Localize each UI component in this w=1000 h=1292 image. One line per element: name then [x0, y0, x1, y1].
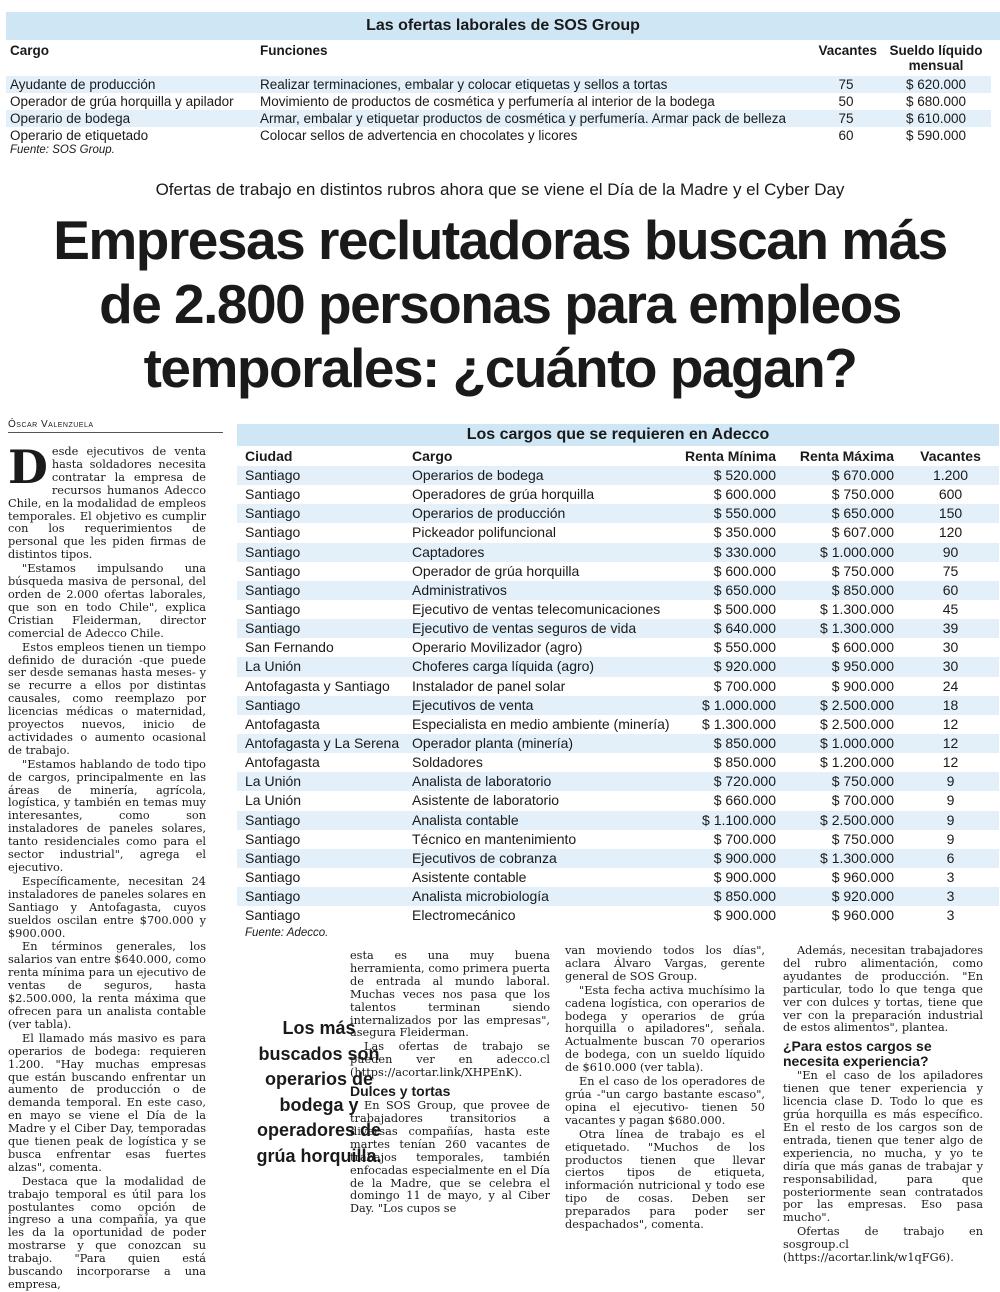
adecco-cell: Especialista en medio ambiente (minería)	[412, 715, 670, 732]
adecco-cell: $ 2.500.000	[820, 715, 894, 732]
adecco-cell: 9	[902, 772, 999, 791]
article-paragraph: esde ejecutivos de venta hasta soldadores necesita contratar la empresa de recursos humanos Adecco Chile, en la modalidad de empleos temporales. El objetivo es cumplir con los requerimientos de personal que les piden firmas de distintos tipos.	[8, 445, 206, 562]
sos-cell: Operario de bodega	[6, 110, 256, 127]
sos-cell: Operador de grúa horquilla y apilador	[10, 94, 234, 109]
adecco-cell: $ 960.000	[831, 907, 894, 924]
section-subhead: Dulces y tortas	[350, 1083, 451, 1100]
sos-cell: Movimiento de productos de cosmética y perfumería al interior de la bodega	[260, 94, 715, 109]
sos-cell: Colocar sellos de advertencia en chocolates y licores	[260, 128, 578, 143]
adecco-cell: $ 1.000.000	[666, 696, 784, 715]
adecco-cell: Técnico en mantenimiento	[412, 830, 577, 847]
sos-cell: $ 610.000	[881, 110, 991, 127]
adecco-cell: $ 2.500.000	[784, 696, 902, 715]
adecco-cell: Operadores de grúa horquilla	[412, 486, 595, 503]
adecco-cell: Antofagasta y La Serena	[237, 734, 404, 753]
adecco-cell: Santiago	[237, 466, 404, 485]
adecco-cell: $ 1.100.000	[666, 811, 784, 830]
adecco-cell: 3	[946, 868, 955, 885]
adecco-cell: 39	[902, 619, 999, 638]
adecco-cell: Analista de laboratorio	[404, 772, 666, 791]
drop-cap: D	[8, 440, 48, 494]
adecco-cell: 45	[942, 600, 959, 617]
adecco-cell: $ 750.000	[831, 830, 894, 847]
adecco-cell: $ 900.000	[831, 677, 894, 694]
article-paragraph: Específicamente, necesitan 24 instaladores de paneles solares en Santiago y Antofagasta, cuyos sueldos oscilan entre $700.000 y $900.000.	[8, 874, 206, 940]
adecco-cell: Santiago	[245, 524, 301, 541]
adecco-cell: $ 950.000	[784, 657, 902, 676]
adecco-cell: Operador planta (minería)	[404, 734, 666, 753]
adecco-jobs-table	[237, 424, 999, 939]
adecco-cell: Asistente contable	[412, 868, 527, 885]
adecco-cell: Ejecutivo de ventas seguros de vida	[404, 619, 666, 638]
adecco-header-cargo: Cargo	[412, 448, 453, 464]
adecco-cell: $ 330.000	[666, 543, 784, 562]
adecco-cell: 1.200	[902, 466, 999, 485]
sos-header-sueldo: Sueldo líquido mensual	[889, 43, 983, 73]
adecco-cell: Santiago	[237, 543, 404, 562]
adecco-cell: Santiago	[245, 868, 301, 885]
adecco-cell: 3	[946, 907, 955, 924]
adecco-cell: Analista microbiología	[404, 887, 666, 906]
adecco-cell: Operador de grúa horquilla	[412, 562, 580, 579]
article-paragraph: En SOS Group, que provee de trabajadores transitorios a diversas compañías, hasta este martes tenían 260 vacantes de trabajos temporales, también enfocadas especialmente en el Día de la Madre, que se celebra el domingo 11 de mayo, y al Ciber Day. "Los cupos se	[350, 1099, 550, 1216]
adecco-cell: $ 520.000	[666, 466, 784, 485]
adecco-cell: Ejecutivos de venta	[404, 696, 666, 715]
adecco-cell: Operarios de bodega	[404, 466, 666, 485]
adecco-cell: Antofagasta	[245, 715, 320, 732]
sos-header-vacantes: Vacantes	[818, 43, 877, 58]
article-paragraph: En términos generales, los salarios van entre $640.000, como renta mínima para un ejecutivo de ventas de seguros, hasta $2.500.000, la renta máxima que ofrecen para un analista contable (ver tabla).	[8, 940, 206, 1031]
adecco-cell: $ 750.000	[831, 486, 894, 503]
headline-line: de 2.800 personas para empleos	[99, 273, 901, 335]
adecco-cell: Santiago	[245, 486, 301, 503]
adecco-cell: La Unión	[245, 792, 302, 809]
adecco-cell: San Fernando	[245, 639, 334, 656]
adecco-cell: 75	[942, 562, 959, 579]
adecco-cell: 12	[942, 754, 959, 771]
sos-table-title: Las ofertas laborales de SOS Group	[6, 12, 1000, 40]
headline-line: Empresas reclutadoras buscan más	[53, 209, 947, 271]
adecco-cell: $ 1.300.000	[820, 600, 894, 617]
adecco-cell: 18	[902, 696, 999, 715]
sos-cell: $ 620.000	[881, 76, 991, 93]
sos-cell: Ayudante de producción	[6, 76, 256, 93]
adecco-cell: $ 660.000	[713, 792, 776, 809]
article-paragraph: El llamado más masivo es para operarios de bodega: requieren 1.200. "Hay muchas empresas que están buscando enfrentar un aumento de producción o de demanda temporal. En este caso, en mayo se viene el Día de la Madre y el Ciber Day, temporadas que tienen peak de logística y se busca enfrentar esas fuertes alzas", comenta.	[8, 1031, 206, 1174]
adecco-cell: $ 700.000	[713, 830, 776, 847]
adecco-cell: Santiago	[245, 562, 301, 579]
sos-header-funciones: Funciones	[260, 43, 328, 58]
adecco-cell: $ 750.000	[784, 772, 902, 791]
adecco-cell: Soldadores	[412, 754, 483, 771]
adecco-cell: $ 607.000	[831, 524, 894, 541]
adecco-cell: $ 2.500.000	[784, 811, 902, 830]
adecco-cell: Asistente de laboratorio	[412, 792, 560, 809]
adecco-cell: $ 900.000	[666, 849, 784, 868]
adecco-cell: 12	[942, 715, 959, 732]
sos-cell: Realizar terminaciones, embalar y colocar etiquetas y sellos a tortas	[256, 76, 811, 93]
adecco-cell: 12	[902, 734, 999, 753]
adecco-cell: $ 1.200.000	[820, 754, 894, 771]
byline: Óscar Valenzuela	[8, 419, 94, 430]
adecco-cell: 3	[902, 887, 999, 906]
adecco-cell: Santiago	[245, 600, 301, 617]
adecco-cell: Santiago	[245, 830, 301, 847]
sos-table-grid	[6, 40, 1000, 144]
adecco-header-renta-maxima: Renta Máxima	[799, 448, 894, 464]
article-paragraph: Las ofertas de trabajo se pueden ver en adecco.cl (https://acortar.link/XHPEnK).	[350, 1040, 550, 1080]
adecco-cell: Ejecutivo de ventas telecomunicaciones	[412, 600, 661, 617]
adecco-cell: 120	[938, 524, 963, 541]
adecco-cell: 30	[942, 639, 959, 656]
adecco-cell: $ 1.300.000	[784, 849, 902, 868]
pull-quote: Los más buscados son operarios de bodega y operadores de grúa horquilla.	[256, 1018, 382, 1166]
article-paragraph: Ofertas de trabajo en sosgroup.cl (https://acortar.link/w1qFG6).	[783, 1225, 983, 1265]
adecco-cell: Operarios de producción	[404, 504, 666, 523]
sos-cell: 50	[838, 94, 854, 109]
headline	[0, 208, 1000, 400]
adecco-cell: Instalador de panel solar	[412, 677, 566, 694]
adecco-cell: Choferes carga líquida (agro)	[404, 657, 666, 676]
adecco-cell: $ 1.300.000	[784, 619, 902, 638]
sos-cell: Operario de etiquetado	[10, 128, 149, 143]
adecco-cell: $ 550.000	[666, 504, 784, 523]
adecco-cell: $ 850.000	[784, 581, 902, 600]
adecco-cell: $ 1.300.000	[702, 715, 776, 732]
article-column-2	[350, 950, 550, 1252]
adecco-cell: 9	[902, 811, 999, 830]
headline-line: temporales: ¿cuánto pagan?	[143, 337, 857, 399]
adecco-cell: 9	[946, 830, 955, 847]
article-paragraph: En el caso de los operadores de grúa -"un cargo bastante escaso", opina el ejecutivo- tienen 50 vacantes y pagan $680.000.	[565, 1075, 765, 1127]
adecco-cell: $ 670.000	[784, 466, 902, 485]
adecco-cell: Santiago	[237, 504, 404, 523]
adecco-cell: Administrativos	[404, 581, 666, 600]
article-paragraph: "Estamos hablando de todo tipo de cargos, principalmente en las áreas de minería, agrícola, logística, y también en temas muy interesantes, como son instaladores de paneles solares, tanto residenciales como para el sector industrial", agrega el ejecutivo.	[8, 757, 206, 874]
adecco-cell: Operario Movilizador (agro)	[412, 639, 583, 656]
article-paragraph: van moviendo todos los días", aclara Álvaro Vargas, gerente general de SOS Group.	[565, 944, 765, 983]
adecco-table-source: Fuente: Adecco.	[245, 927, 329, 940]
adecco-cell: $ 1.000.000	[784, 734, 902, 753]
adecco-cell: Santiago	[245, 907, 301, 924]
adecco-table-grid	[237, 446, 999, 925]
byline-divider	[8, 432, 223, 433]
adecco-header-renta-minima: Renta Mínima	[684, 448, 776, 464]
adecco-cell: $ 920.000	[784, 887, 902, 906]
adecco-cell: Santiago	[237, 581, 404, 600]
sos-cell: 75	[811, 110, 881, 127]
sos-cell: Armar, embalar y etiquetar productos de cosmética y perfumería. Armar pack de belleza	[256, 110, 811, 127]
adecco-cell: Electromecánico	[412, 907, 516, 924]
article-paragraph: Destaca que la modalidad de trabajo temporal es útil para los postulantes como opción de ingreso a una compañía, ya que les da la oportunidad de poder mostrarse y que conozcan su trabajo. "Para quien está buscando incorporarse a una empresa,	[8, 1174, 206, 1291]
sos-cell: 60	[838, 128, 854, 143]
article-paragraph: "Estamos impulsando una búsqueda masiva de personal, del orden de 2.000 ofertas laborales, que son en todo Chile", explica Cristian Fleiderman, director comercial de Adecco Chile.	[8, 562, 206, 640]
sos-cell: $ 590.000	[905, 128, 967, 143]
article-paragraph: Estos empleos tienen un tiempo definido de duración -que puede ser desde semanas hasta meses- y se recurre a ellos por distintas causales, como reemplazo por licencias médicas o maternidad, proyectos nuevos, inicio de actividades o aumento ocasional de trabajo.	[8, 640, 206, 757]
adecco-table-title: Los cargos que se requieren en Adecco	[237, 424, 999, 446]
section-subhead: ¿Para estos cargos se necesita experiencia?	[783, 1038, 932, 1070]
adecco-cell: 30	[902, 657, 999, 676]
adecco-cell: $ 550.000	[713, 639, 776, 656]
adecco-cell: $ 500.000	[713, 600, 776, 617]
sos-table-source: Fuente: SOS Group.	[10, 144, 115, 156]
article-paragraph: "En el caso de los apiladores tienen que tener experiencia y licencia clase D. Todo lo que es grúa horquilla es más específico. En el resto de los cargos son de entrada, tienen que tener algo de experiencia, no mucha, y yo te diría que más ganas de trabajar y responsabilidad, para que posteriormente sean contratados por las empresas. Eso pasa mucho".	[783, 1069, 983, 1225]
adecco-cell: $ 850.000	[666, 734, 784, 753]
adecco-header-vacantes: Vacantes	[920, 448, 981, 464]
adecco-cell: $ 640.000	[666, 619, 784, 638]
article-paragraph: esta es una muy buena herramienta, como primera puerta de entrada al mundo laboral. Muchas veces nos pasa que los talentos terminan siendo internalizados por las empresas", asegura Fleiderman.	[350, 949, 550, 1040]
article-column-4	[783, 944, 983, 1265]
kicker: Ofertas de trabajo en distintos rubros ahora que se viene el Día de la Madre y el Cyber Day	[155, 180, 845, 199]
adecco-cell: 600	[938, 486, 963, 503]
adecco-cell: $ 920.000	[666, 657, 784, 676]
adecco-cell: $ 850.000	[713, 754, 776, 771]
adecco-cell: $ 600.000	[713, 486, 776, 503]
adecco-cell: $ 720.000	[666, 772, 784, 791]
sos-cell: 75	[811, 76, 881, 93]
adecco-cell: $ 650.000	[666, 581, 784, 600]
sos-offers-table	[6, 12, 1000, 156]
adecco-cell: Antofagasta	[245, 754, 320, 771]
adecco-cell: $ 650.000	[784, 504, 902, 523]
adecco-cell: Captadores	[404, 543, 666, 562]
adecco-cell: Santiago	[237, 811, 404, 830]
adecco-cell: 150	[902, 504, 999, 523]
adecco-cell: Pickeador polifuncional	[412, 524, 556, 541]
sos-header-cargo: Cargo	[10, 43, 50, 58]
adecco-cell: $ 700.000	[831, 792, 894, 809]
adecco-cell: 24	[942, 677, 959, 694]
adecco-cell: 9	[946, 792, 955, 809]
adecco-cell: La Unión	[237, 657, 404, 676]
adecco-cell: Antofagasta y Santiago	[245, 677, 390, 694]
sos-cell: $ 680.000	[905, 94, 967, 109]
adecco-cell: Santiago	[237, 696, 404, 715]
adecco-cell: $ 960.000	[831, 868, 894, 885]
adecco-cell: $ 350.000	[713, 524, 776, 541]
adecco-cell: $ 750.000	[831, 562, 894, 579]
adecco-cell: $ 900.000	[713, 868, 776, 885]
article-paragraph: "Esta fecha activa muchísimo la cadena logística, con operarios de bodega y operarios de grúa horquilla o apiladores", señala. Actualmente buscan 70 operarios de bodega, con un sueldo líquido de $610.000 (ver tabla).	[565, 983, 765, 1075]
adecco-cell: $ 600.000	[831, 639, 894, 656]
article-paragraph: Otra línea de trabajo es el etiquetado. "Muchos de los productos tienen que llevar ciertos tipos de etiqueta, información nutricional y todo ese tipo de cosas. Deben ser preparados para poder ser despachados", comenta.	[565, 1127, 765, 1232]
adecco-cell: Analista contable	[404, 811, 666, 830]
adecco-cell: $ 1.000.000	[784, 543, 902, 562]
adecco-cell: 60	[902, 581, 999, 600]
adecco-cell: Santiago	[237, 619, 404, 638]
adecco-cell: Santiago	[237, 849, 404, 868]
adecco-cell: Ejecutivos de cobranza	[404, 849, 666, 868]
adecco-cell: $ 850.000	[666, 887, 784, 906]
adecco-cell: Santiago	[237, 887, 404, 906]
adecco-cell: 90	[902, 543, 999, 562]
article-paragraph: Además, necesitan trabajadores del rubro alimentación, como ayudantes de producción. "En particular, todo lo que tenga que ver con dulces y tortas, tiene que ver con la preparación industrial de estos alimentos", plantea.	[783, 944, 983, 1035]
article-column-1	[8, 440, 206, 1291]
adecco-header-ciudad: Ciudad	[245, 448, 293, 464]
adecco-cell: $ 600.000	[713, 562, 776, 579]
article-column-3	[565, 945, 765, 1252]
adecco-cell: La Unión	[237, 772, 404, 791]
adecco-cell: $ 900.000	[713, 907, 776, 924]
adecco-cell: 6	[902, 849, 999, 868]
adecco-cell: $ 700.000	[713, 677, 776, 694]
